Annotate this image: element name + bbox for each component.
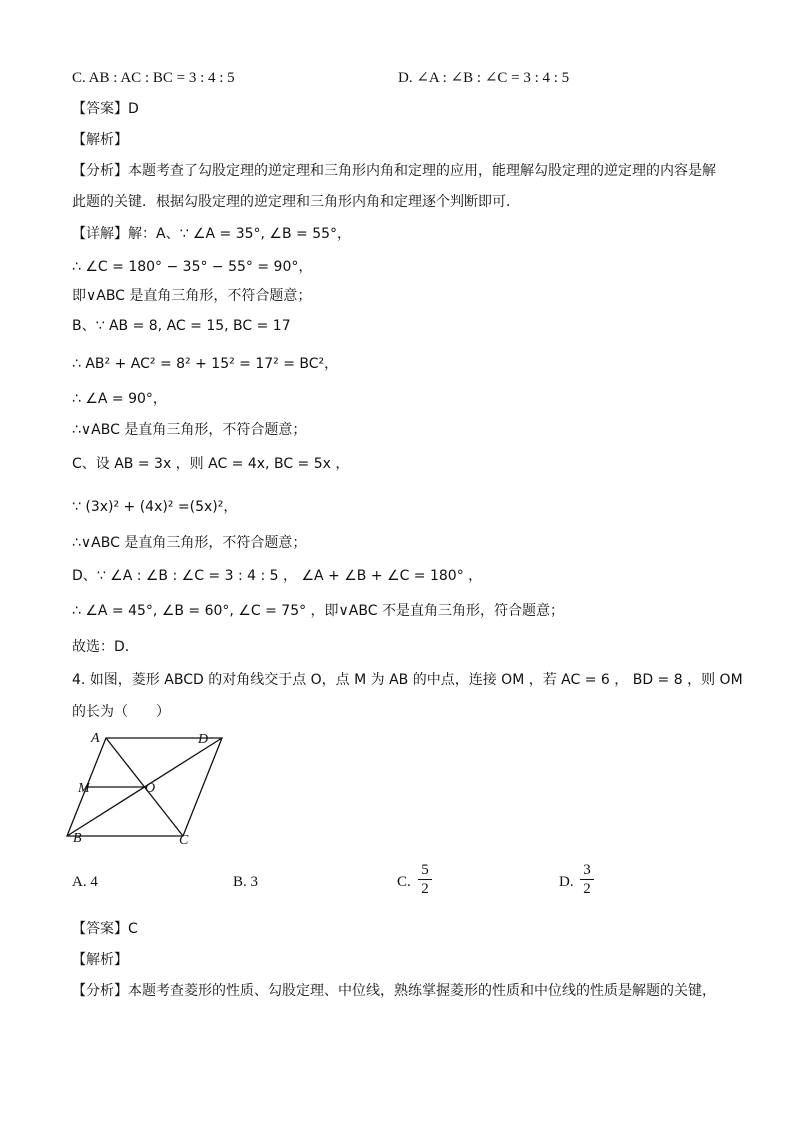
label-c: C <box>179 833 189 848</box>
q4-option-a: A. 4 <box>72 874 98 890</box>
q3-detail-line-11: D、∵ ∠A : ∠B : ∠C = 3 : 4 : 5 ， ∠A + ∠B + ∠C = 180° ， <box>72 568 483 584</box>
q3-analysis-line-1: 【分析】本题考查了勾股定理的逆定理和三角形内角和定理的应用，能理解勾股定理的逆定理的内容是解 <box>72 163 716 179</box>
q3-analysis-line-2: 此题的关键．根据勾股定理的逆定理和三角形内角和定理逐个判断即可． <box>72 194 520 210</box>
q4-option-c-label: C. <box>397 874 411 890</box>
q4-option-b: B. 3 <box>233 874 259 890</box>
q3-detail-line-3: 即∨ABC 是直角三角形，不符合题意； <box>72 288 312 304</box>
q4-option-c-fraction <box>418 862 432 897</box>
q4-answer: 【答案】C <box>72 921 138 937</box>
q3-detail-line-5: ∴ AB² + AC² = 8² + 15² = 17² = BC²， <box>72 356 339 372</box>
q3-detail-line-8: C、设 AB = 3x ，则 AC = 4x, BC = 5x ， <box>72 456 350 472</box>
q3-detail-line-6: ∴ ∠A = 90°， <box>72 391 167 407</box>
label-o: O <box>145 781 156 796</box>
q4-stem-line-2: 的长为（ ） <box>72 704 170 720</box>
q3-detail-line-7: ∴∨ABC 是直角三角形，不符合题意； <box>72 422 307 438</box>
q3-option-c: C. AB : AC : BC = 3 : 4 : 5 <box>72 70 235 86</box>
q4-option-c-denominator: 2 <box>421 881 429 897</box>
q3-detail-line-4: B、∵ AB = 8, AC = 15, BC = 17 <box>72 318 291 334</box>
q3-detail-line-9: ∵ (3x)² + (4x)² =(5x)²， <box>72 499 238 515</box>
q3-detail-line-2: ∴ ∠C = 180° − 35° − 55° = 90°， <box>72 259 313 275</box>
q4-analysis-line-1: 【分析】本题考查菱形的性质、勾股定理、中位线，熟练掌握菱形的性质和中位线的性质是解题的关键， <box>72 983 716 999</box>
q3-answer: 【答案】D <box>72 101 139 117</box>
fraction-bar <box>418 879 432 880</box>
label-a: A <box>91 731 100 746</box>
q3-detail-line-10: ∴∨ABC 是直角三角形，不符合题意； <box>72 535 307 551</box>
label-d: D <box>198 732 209 747</box>
q3-conclusion: 故选：D． <box>72 639 139 655</box>
q3-detail-line-12: ∴ ∠A = 45°, ∠B = 60°, ∠C = 75° ，即∨ABC 不是直角三角形，符合题意； <box>72 603 564 619</box>
q3-detail-line-1: 【详解】解：A、∵ ∠A = 35°, ∠B = 55°， <box>72 226 352 242</box>
q3-analysis-heading: 【解析】 <box>72 132 128 148</box>
q4-option-d-numerator: 3 <box>583 862 591 878</box>
q4-option-c-numerator: 5 <box>421 862 429 878</box>
rhombus-figure <box>64 724 234 852</box>
q4-stem-line-1: 4. 如图，菱形 ABCD 的对角线交于点 O，点 M 为 AB 的中点，连接 OM ，若 AC = 6 ， BD = 8 ，则 OM <box>72 672 743 688</box>
q4-option-d-denominator: 2 <box>583 881 591 897</box>
q4-analysis-heading: 【解析】 <box>72 952 128 968</box>
label-m: M <box>78 781 90 796</box>
q4-option-d-fraction <box>580 862 594 897</box>
q4-option-d-label: D. <box>559 874 574 890</box>
fraction-bar <box>580 879 594 880</box>
q3-option-d: D. ∠A : ∠B : ∠C = 3 : 4 : 5 <box>398 70 570 86</box>
label-b: B <box>73 831 82 846</box>
